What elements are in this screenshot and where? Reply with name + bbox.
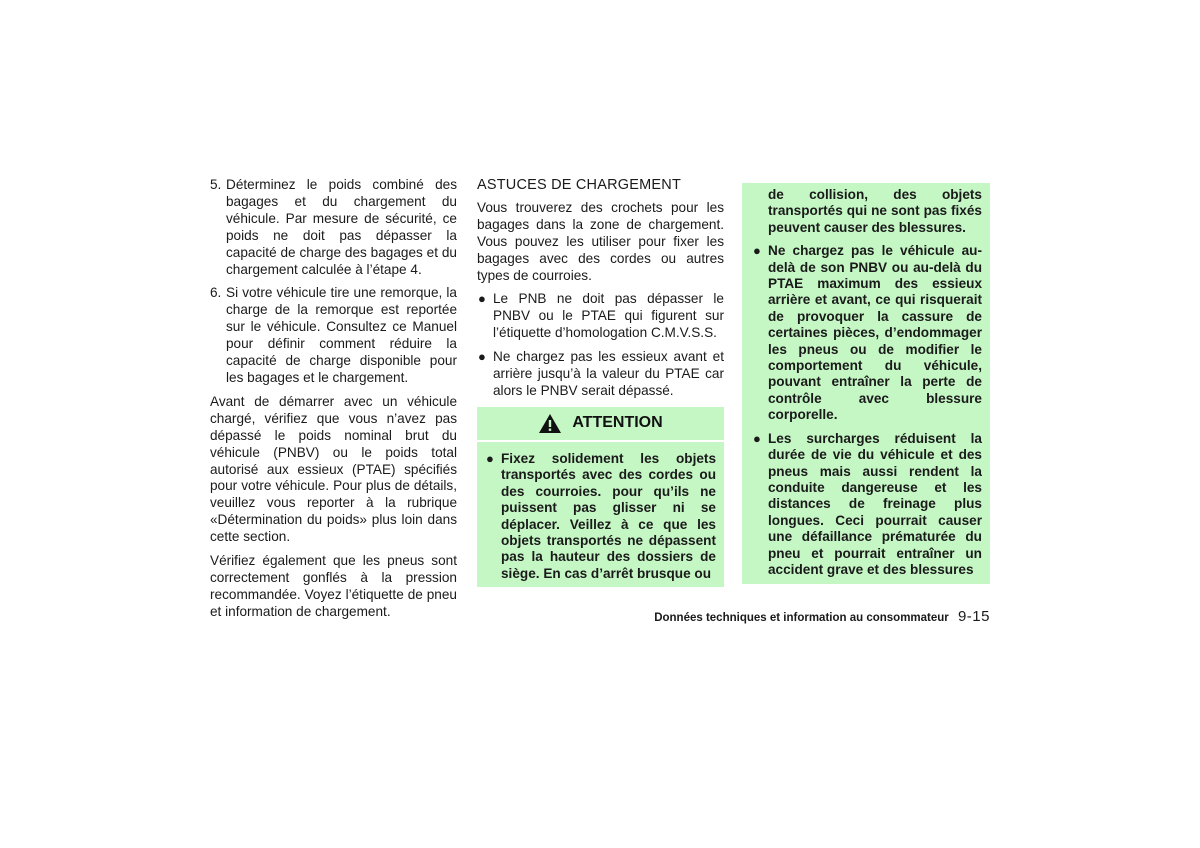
bullet-text: Les surcharges réduisent la durée de vie du véhicule et des pneus mais aussi rendent la conduite dangereuse et les distances de freinage plus longues. Ceci pourrait causer une défaillance prématurée du pneu et pourrait entraîner un accident grave et des blessures: [768, 430, 982, 577]
list-item: [485, 451, 716, 582]
list-item: [752, 243, 982, 423]
section-heading: ASTUCES DE CHARGEMENT: [477, 177, 681, 193]
warning-text: Fixez solidement les objets transportés avec des cordes ou des courroies. pour qu’ils ne puissent pas glisser ni se déplacer. Veillez à ce que les objets transportés ne dépassent pas la hauteur des dossiers de siège. En cas d’arrêt brusque ou: [501, 450, 716, 581]
numbered-item-5: [210, 177, 457, 278]
bullet-icon: ●: [486, 450, 494, 466]
list-item: [477, 291, 724, 342]
list-item: [752, 431, 982, 579]
intro-paragraph: Vous trouverez des crochets pour les bagages dans la zone de chargement. Vous pouvez les utiliser pour fixer les bagages avec des cordes ou autres types de courroies.: [477, 199, 724, 283]
page-number: 9-15: [957, 608, 990, 625]
paragraph-tire-pressure: Vérifiez également que les pneus sont correctement gonflés à la pression recommandée. Voyez l’étiquette de pneu et information de chargement.: [210, 553, 457, 619]
bullet-text: Le PNB ne doit pas dépasser le PNBV ou le PTAE qui figurent sur l’étiquette d’homologation C.M.V.S.S.: [493, 291, 724, 341]
item-number: 5.: [210, 177, 222, 192]
page-footer: [600, 608, 990, 625]
bullet-icon: ●: [753, 430, 761, 446]
list-item: [477, 349, 724, 400]
warning-box: [477, 407, 724, 587]
bullet-icon: ●: [478, 291, 486, 307]
bullet-icon: ●: [753, 243, 761, 259]
bullet-text: Ne chargez pas les essieux avant et arrière jusqu’à la valeur du PTAE car alors le PNBV serait dépassé.: [493, 349, 724, 398]
item-number: 6.: [210, 285, 222, 301]
right-column: [742, 183, 990, 584]
warning-triangle-icon: [538, 413, 562, 434]
bullet-text: Ne chargez pas le véhicule au-delà de son PNBV ou au-delà du PTAE maximum des essieux arrière et avant, ce qui risquerait de provoquer la cassure de certaines pièces, d’endommager les pneus ou de modifier le comportement du véhicule, pouvant entraîner la perte de contrôle avec blessure corporelle.: [768, 243, 982, 423]
left-column: [210, 177, 457, 628]
warning-body: [477, 442, 724, 587]
item-text: Si votre véhicule tire une remorque, la charge de la remorque est reportée sur le véhicule. Consultez ce Manuel pour définir comment réduire la capacité de charge disponible pour les bagages et le chargement.: [226, 285, 457, 385]
bullet-icon: ●: [478, 349, 486, 365]
paragraph-before-driving: Avant de démarrer avec un véhicule chargé, vérifiez que vous n’avez pas dépassé le poids nominal brut du véhicule (PNBV) ou le poids total autorisé aux essieux (PTAE) spécifiés pour votre véhicule. Pour plus de détails, veuillez vous reporter à la rubrique «Détermination du poids» plus loin dans cette section.: [210, 393, 457, 545]
footer-section-title: Données techniques et information au consommateur: [654, 612, 949, 624]
middle-column: [477, 177, 724, 587]
warning-continuation: de collision, des objets transportés qui ne sont pas fixés peuvent causer des blessures.: [768, 187, 982, 235]
warning-continuation-box: [742, 183, 990, 584]
warning-header: [477, 407, 724, 442]
numbered-item-6: [210, 285, 457, 386]
item-text: Déterminez le poids combiné des bagages et du chargement du véhicule. Par mesure de sécurité, ce poids ne doit pas dépasser la capacité de charge des bagages et du chargement calculée à l’étape 4.: [226, 177, 457, 277]
warning-title: ATTENTION: [572, 413, 663, 431]
